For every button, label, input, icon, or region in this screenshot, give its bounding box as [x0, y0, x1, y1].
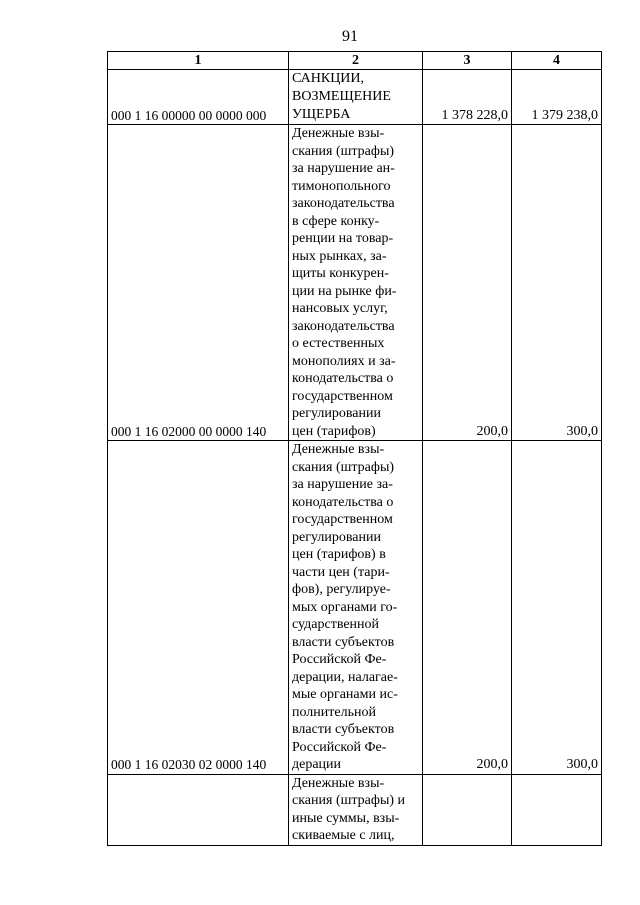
budget-code: 000 1 16 02000 00 0000 140	[108, 125, 289, 441]
table-row	[108, 70, 602, 125]
budget-code: 000 1 16 00000 00 0000 000	[108, 70, 289, 125]
value-col-3: 200,0	[423, 125, 512, 441]
column-header-3: 3	[423, 52, 512, 70]
table-header-row	[108, 52, 602, 70]
value-col-4: 1 379 238,0	[512, 70, 602, 125]
value-col-4	[512, 774, 602, 845]
value-col-3: 200,0	[423, 441, 512, 775]
item-name: Денежные взы- скания (штрафы) за нарушение ан- тимонопольного законодательства в сфере конку- ренции на товар- ных рынках, за- щиты конкурен- ции на рынке фи- нансовых услуг, законодательства о естественных монополиях и за- конодательства о государственном регулировании цен (тарифов)	[289, 125, 423, 441]
table-row	[108, 774, 602, 845]
item-name: Денежные взы- скания (штрафы) и иные суммы, взы- скиваемые с лиц,	[289, 774, 423, 845]
value-col-3	[423, 774, 512, 845]
value-col-4: 300,0	[512, 125, 602, 441]
value-col-4: 300,0	[512, 441, 602, 775]
column-header-1: 1	[108, 52, 289, 70]
column-header-2: 2	[289, 52, 423, 70]
item-name: САНКЦИИ, ВОЗМЕЩЕНИЕ УЩЕРБА	[289, 70, 423, 125]
table-row	[108, 441, 602, 775]
item-name: Денежные взы- скания (штрафы) за нарушение за- конодательства о государственном регулировании цен (тарифов) в части цен (тари- фов), регулируе- мых органами го- сударственной власти субъектов Российской Фе- дерации, налагае- мые органами ис- полнительной власти субъектов Российской Фе- дерации	[289, 441, 423, 775]
column-header-4: 4	[512, 52, 602, 70]
budget-table	[107, 51, 602, 846]
table-row	[108, 125, 602, 441]
budget-code	[108, 774, 289, 845]
page-number: 91	[342, 28, 358, 45]
value-col-3: 1 378 228,0	[423, 70, 512, 125]
budget-code: 000 1 16 02030 02 0000 140	[108, 441, 289, 775]
